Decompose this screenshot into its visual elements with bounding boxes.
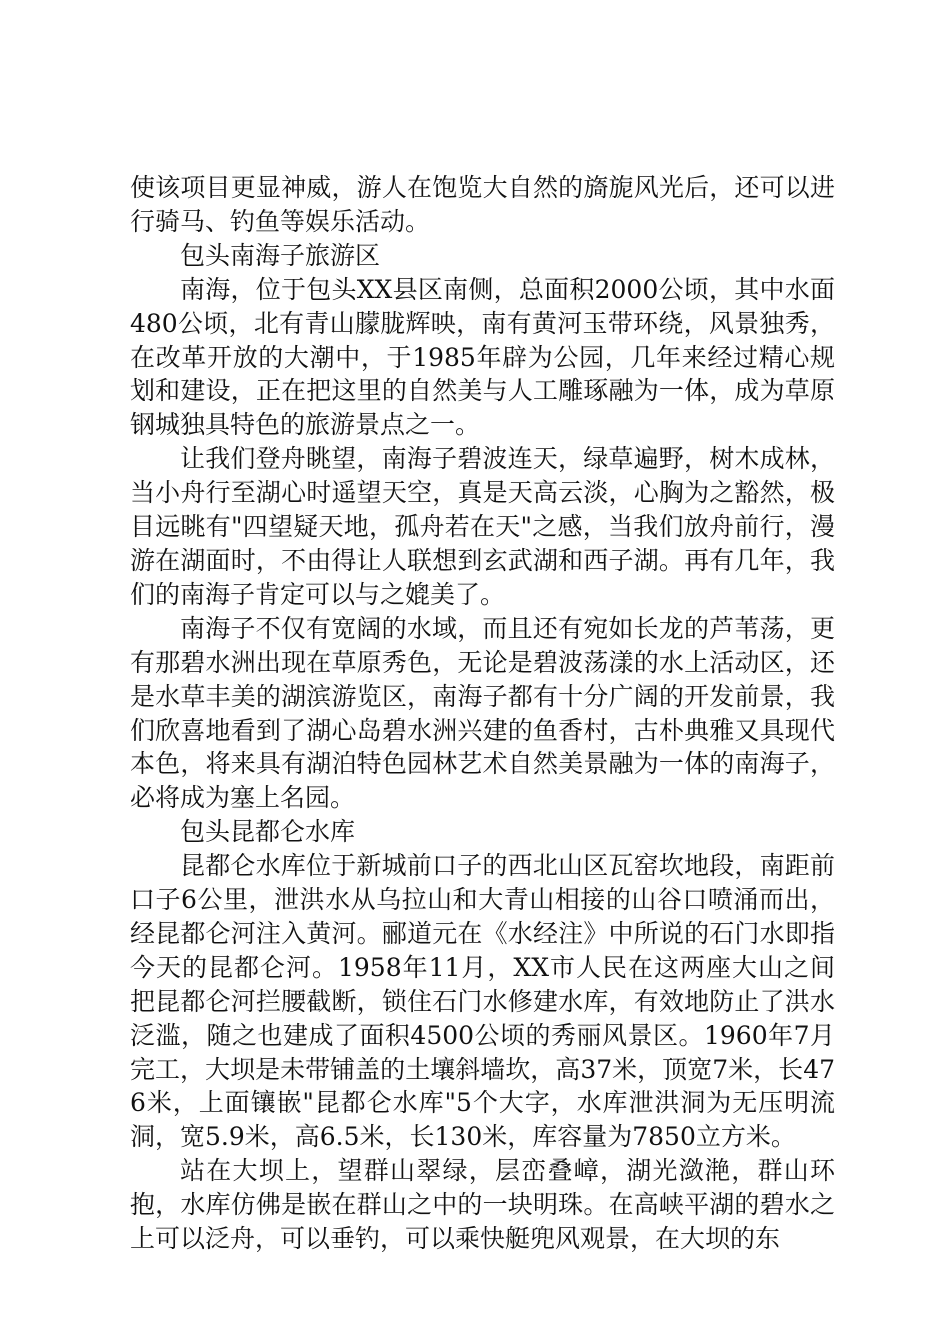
section-heading-kundulun: 包头昆都仑水库 [180,817,356,847]
document-body [130,171,835,1256]
section-heading-nanhaizi: 包头南海子旅游区 [180,240,381,270]
paragraph: 站在大坝上，望群山翠绿，层峦叠嶂，湖光潋滟，群山环抱，水库仿佛是嵌在群山之中的一块明珠。在高峡平湖的碧水之上可以泛舟，可以垂钓，可以乘快艇兜风观景，在大坝的东 [130,1156,835,1254]
paragraph: 南海，位于包头XX县区南侧，总面积2000公顷，其中水面480公顷，北有青山朦胧辉映，南有黄河玉带环绕，风景独秀，在改革开放的大潮中，于1985年辟为公园，几年来经过精心规划和建设，正在把这里的自然美与人工雕琢融为一体，成为草原钢城独具特色的旅游景点之一。 [130,274,835,440]
paragraph: 南海子不仅有宽阔的水域，而且还有宛如长龙的芦苇荡，更有那碧水洲出现在草原秀色，无论是碧波荡漾的水上活动区，还是水草丰美的湖滨游览区，南海子都有十分广阔的开发前景，我们欣喜地看到了湖心岛碧水洲兴建的鱼香村，古朴典雅又具现代本色，将来具有湖泊特色园林艺术自然美景融为一体的南海子，必将成为塞上名园。 [130,613,835,813]
paragraph: 让我们登舟眺望，南海子碧波连天，绿草遍野，树木成林，当小舟行至湖心时遥望天空，真是天高云淡，心胸为之豁然，极目远眺有"四望疑天地，孤舟若在天"之感，当我们放舟前行，漫游在湖面时，不由得让人联想到玄武湖和西子湖。再有几年，我们的南海子肯定可以与之媲美了。 [130,444,835,609]
paragraph-continued: 使该项目更显神威，游人在饱览大自然的旖旎风光后，还可以进行骑马、钓鱼等娱乐活动。 [130,173,835,236]
paragraph: 昆都仑水库位于新城前口子的西北山区瓦窑坎地段，南距前口子6公里，泄洪水从乌拉山和大青山相接的山谷口喷涌而出，经昆都仑河注入黄河。郦道元在《水经注》中所说的石门水即指今天的昆都仑河。1958年11月，XX市人民在这两座大山之间把昆都仑河拦腰截断，锁住石门水修建水库，有效地防止了洪水泛滥，随之也建成了面积4500公顷的秀丽风景区。1960年7月完工，大坝是未带铺盖的土壤斜墙坎，高37米，顶宽7米，长476米，上面镶嵌"昆都仑水库"5个大字，水库泄洪洞为无压明流洞，宽5.9米，高6.5米，长130米，库容量为7850立方米。 [130,851,835,1152]
